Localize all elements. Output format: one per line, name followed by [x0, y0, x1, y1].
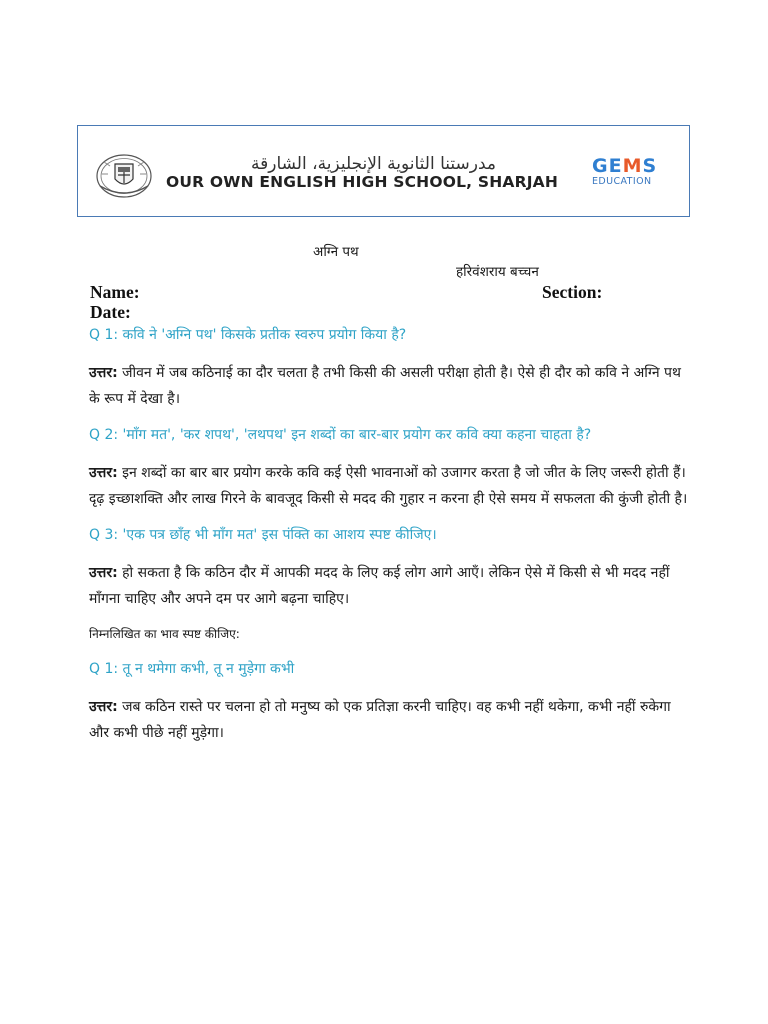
answer-2	[89, 460, 689, 512]
answer-3	[89, 560, 689, 612]
question-1: Q 1: कवि ने 'अग्नि पथ' किसके प्रतीक स्वरुप प्रयोग किया है?	[89, 327, 407, 343]
school-crest-icon	[94, 152, 154, 200]
question-3: Q 3: 'एक पत्र छाँह भी माँग मत' इस पंक्ति का आशय स्पष्ट कीजिए।	[89, 527, 437, 543]
answer-text: जब कठिन रास्ते पर चलना हो तो मनुष्य को एक प्रतिज्ञा करनी चाहिए। वह कभी नहीं थकेगा, कभी नहीं रुकेगा और कभी पीछे नहीं मुड़ेगा।	[89, 699, 671, 741]
question-4: Q 1: तू न थमेगा कभी, तू न मुड़ेगा कभी	[89, 661, 295, 677]
answer-text: हो सकता है कि कठिन दौर में आपकी मदद के लिए कई लोग आगे आएँ। लेकिन ऐसे में किसी से भी मदद नहीं माँगना चाहिए और अपने दम पर आगे बढ़ना चाहिए।	[89, 565, 670, 607]
answer-label: उत्तर:	[89, 365, 118, 381]
poem-title: अग्नि पथ	[313, 244, 359, 260]
worksheet-content	[89, 324, 689, 758]
answer-label: उत्तर:	[89, 699, 118, 715]
section-instruction: निम्नलिखित का भाव स्पष्ट कीजिए:	[89, 627, 240, 641]
answer-1	[89, 360, 689, 412]
gems-wordmark: GEMS	[592, 155, 658, 177]
section-label: Section:	[542, 282, 603, 302]
name-label: Name:	[90, 282, 140, 302]
answer-text: इन शब्दों का बार बार प्रयोग करके कवि कई ऐसी भावनाओं को उजागर करता है जो जीत के लिए जरूरी होती हैं। दृढ़ इच्छाशक्ति और लाख गिरने के बावजूद किसी से मदद की गुहार न करना ही ऐसे समय में सफलता की कुंजी होती है।	[89, 465, 688, 507]
answer-4	[89, 694, 689, 746]
date-label: Date:	[90, 302, 131, 322]
school-name: OUR OWN ENGLISH HIGH SCHOOL, SHARJAH	[166, 173, 559, 191]
answer-label: उत्तर:	[89, 465, 118, 481]
gems-logo	[592, 156, 672, 188]
poem-author: हरिवंशराय बच्चन	[456, 264, 539, 280]
answer-text: जीवन में जब कठिनाई का दौर चलता है तभी किसी की असली परीक्षा होती है। ऐसे ही दौर को कवि ने अग्नि पथ के रूप में देखा है।	[89, 365, 681, 407]
school-header	[77, 125, 690, 217]
answer-label: उत्तर:	[89, 565, 118, 581]
school-name-arabic: مدرستنا الثانوية الإنجليزية، الشارقة	[251, 154, 496, 174]
question-2: Q 2: 'माँग मत', 'कर शपथ', 'लथपथ' इन शब्दों का बार-बार प्रयोग कर कवि क्या कहना चाहता है?	[89, 427, 592, 443]
gems-tagline: EDUCATION	[592, 176, 652, 187]
